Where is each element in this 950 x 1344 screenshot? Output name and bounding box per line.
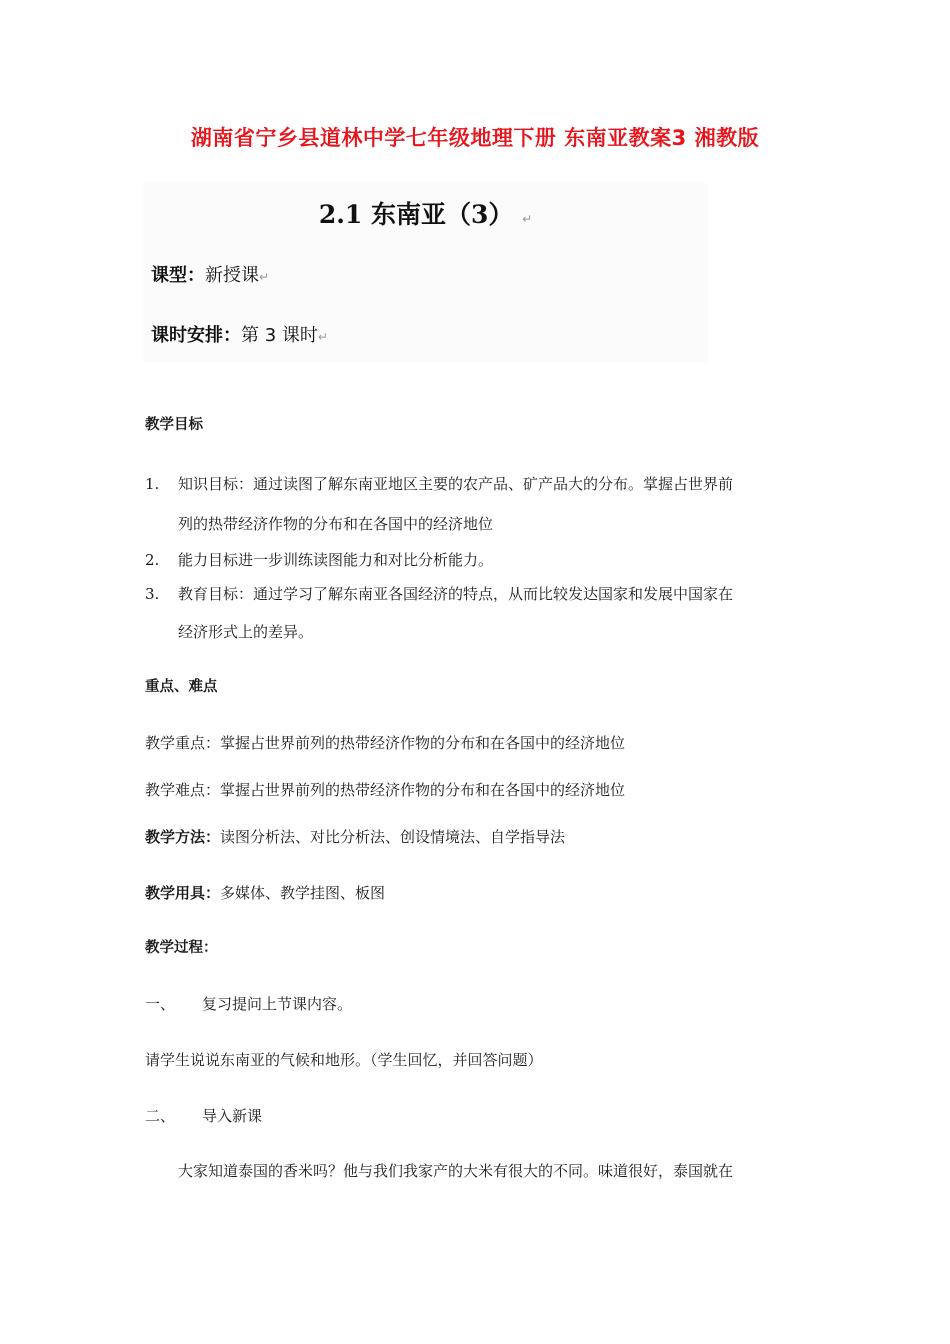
lesson-header-image [143,183,708,363]
teaching-difficulty: 教学难点：掌握占世界前列的热带经济作物的分布和在各国中的经济地位 [145,781,626,799]
lesson-type-label: 课型： [151,265,205,286]
lesson-schedule-value: 第 3 课时 [241,325,318,346]
lesson-schedule-label: 课时安排： [151,325,241,346]
objective-1-line-2: 列的热带经济作物的分布和在各国中的经济地位 [178,515,494,533]
paragraph-mark-icon: ↵ [522,212,533,226]
objective-3-line-2: 经济形式上的差异。 [178,623,314,641]
process-step-1-title: 复习提问上节课内容。 [202,995,353,1013]
lesson-type-value: 新授课 [205,265,259,286]
process-step-1-text: 请学生说说东南亚的气候和地形。（学生回忆，并回答问题） [145,1051,543,1069]
process-step-1-number: 一、 [145,995,176,1013]
process-heading: 教学过程： [145,940,218,956]
process-step-2-title: 导入新课 [202,1107,263,1125]
teaching-tools-value: 多媒体、教学挂图、板图 [220,884,386,902]
objective-1-line-1: 知识目标：通过读图了解东南亚地区主要的农产品、矿产品大的分布。掌握占世界前 [178,475,734,493]
teaching-tools-label: 教学用具： [145,884,221,902]
objective-3-number: 3. [145,585,160,603]
teaching-methods-label: 教学方法： [145,828,221,846]
objective-2-line-1: 能力目标进一步训练读图能力和对比分析能力。 [178,551,494,569]
process-step-2-number: 二、 [145,1107,176,1125]
lesson-heading-text: 2.1 东南亚（3） [318,200,514,229]
teaching-focus: 教学重点：掌握占世界前列的热带经济作物的分布和在各国中的经济地位 [145,734,626,752]
lesson-heading [143,195,708,231]
key-points-heading: 重点、难点 [145,679,218,695]
document-title: 湖南省宁乡县道林中学七年级地理下册 东南亚教案3 湘教版 [190,126,760,150]
teaching-tools-row [145,883,385,903]
objective-2-number: 2. [145,551,160,569]
teaching-methods-value: 读图分析法、对比分析法、创设情境法、自学指导法 [220,828,566,846]
lesson-schedule-row [151,321,328,347]
process-step-2-text: 大家知道泰国的香米吗？他与我们我家产的大米有很大的不同。味道很好，泰国就在 [178,1162,734,1180]
lesson-type-row [151,261,269,287]
teaching-methods-row [145,827,565,847]
objectives-heading: 教学目标 [145,417,203,433]
paragraph-mark-icon: ↵ [259,270,270,284]
objective-1-number: 1. [145,475,160,493]
paragraph-mark-icon: ↵ [317,330,328,344]
objective-3-line-1: 教育目标：通过学习了解东南亚各国经济的特点，从而比较发达国家和发展中国家在 [178,585,734,603]
